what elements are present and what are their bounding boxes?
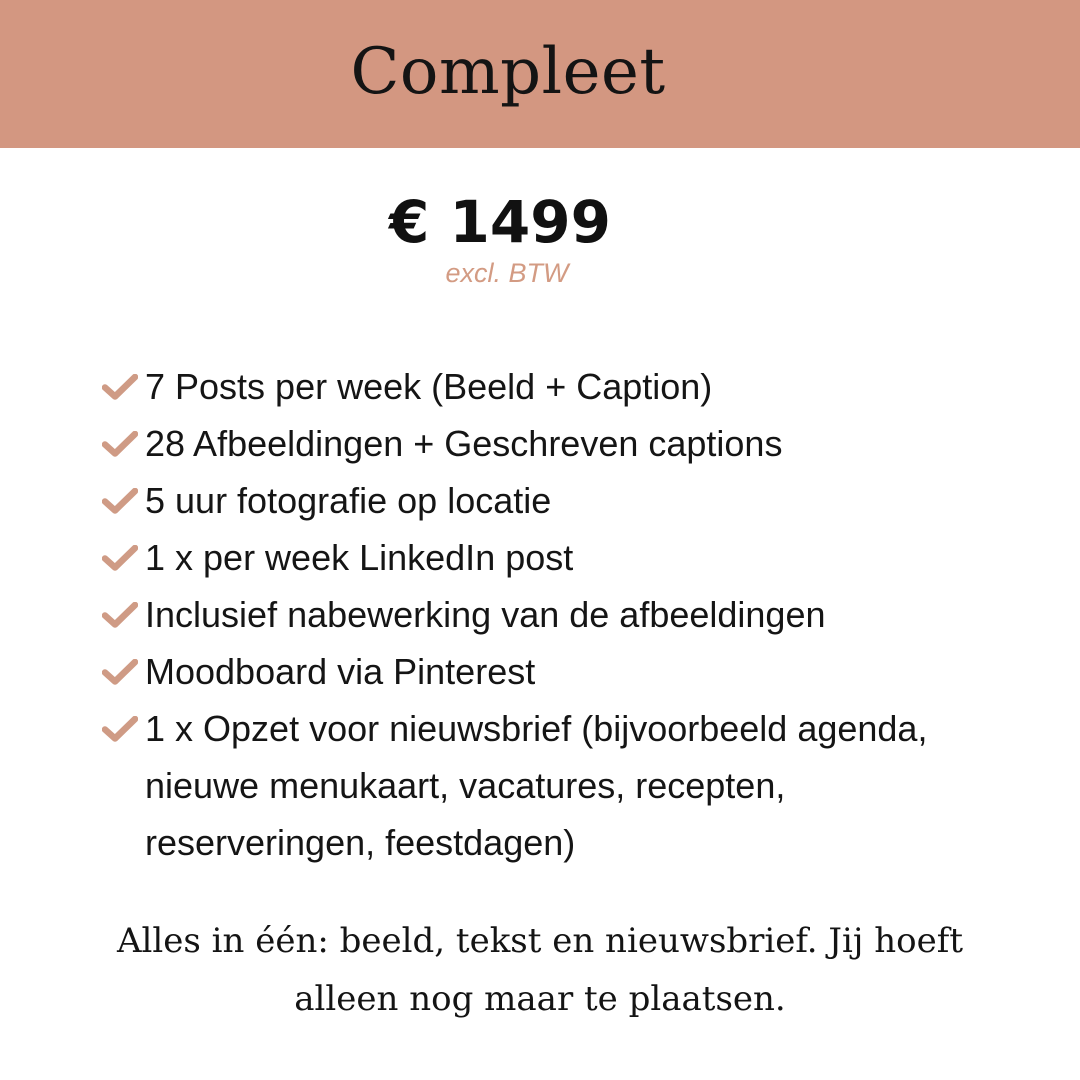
price-amount: € 1499 — [389, 188, 611, 256]
feature-item — [100, 472, 1000, 529]
checkmark-icon — [102, 431, 138, 457]
feature-label: 1 x Opzet voor nieuwsbrief (bijvoorbeeld agenda, nieuwe menukaart, vacatures, recepten, reserveringen, feestdagen) — [145, 708, 928, 863]
feature-label: Moodboard via Pinterest — [145, 651, 536, 692]
feature-label: 7 Posts per week (Beeld + Caption) — [145, 366, 713, 407]
feature-list — [100, 358, 1000, 871]
feature-item — [100, 358, 1000, 415]
checkmark-icon — [102, 374, 138, 400]
feature-item — [100, 700, 1000, 871]
checkmark-icon — [102, 602, 138, 628]
feature-label: Inclusief nabewerking van de afbeeldingen — [145, 594, 826, 635]
feature-item — [100, 415, 1000, 472]
feature-label: 28 Afbeeldingen + Geschreven captions — [145, 423, 783, 464]
price-tax-note: excl. BTW — [445, 258, 569, 288]
closing-tagline: Alles in één: beeld, tekst en nieuwsbrief. Jij hoeft alleen nog maar te plaatsen. — [117, 921, 963, 1019]
feature-item — [100, 586, 1000, 643]
checkmark-icon — [102, 659, 138, 685]
feature-item — [100, 529, 1000, 586]
feature-label: 5 uur fotografie op locatie — [145, 480, 552, 521]
feature-item — [100, 643, 1000, 700]
checkmark-icon — [102, 545, 138, 571]
checkmark-icon — [102, 488, 138, 514]
feature-label: 1 x per week LinkedIn post — [145, 537, 574, 578]
checkmark-icon — [102, 716, 138, 742]
page-title: Compleet — [350, 35, 666, 109]
header-banner — [0, 0, 1080, 148]
